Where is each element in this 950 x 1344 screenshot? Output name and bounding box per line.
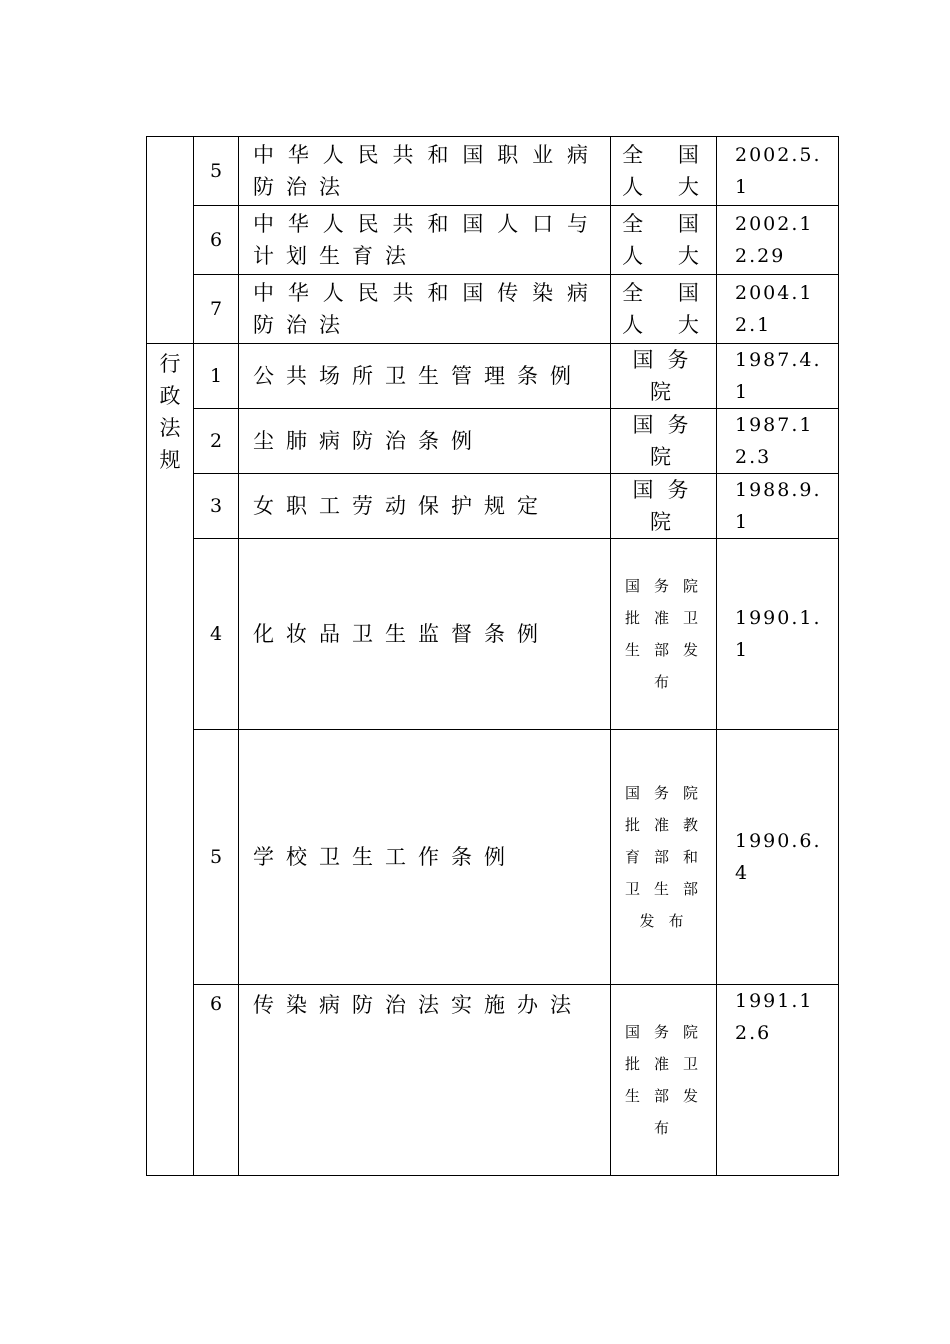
- effective-date: 1987.12.3: [717, 409, 839, 474]
- issuing-body: 全 国 人 大: [611, 206, 717, 275]
- regulation-name: 传染病防治法实施办法: [239, 985, 611, 1176]
- effective-date: 1990.6.4: [717, 730, 839, 985]
- row-number: 7: [194, 275, 239, 344]
- table-row: [147, 275, 839, 344]
- effective-date: 2002.12.29: [717, 206, 839, 275]
- issuing-body: 国务院批准卫生部发布: [611, 539, 717, 730]
- row-number: 6: [194, 206, 239, 275]
- laws-table: [146, 136, 839, 1176]
- table-row: [147, 730, 839, 985]
- regulation-name: 尘肺病防治条例: [239, 409, 611, 474]
- issuing-body: 国务院: [611, 474, 717, 539]
- category-cell-continued: [147, 137, 194, 344]
- table-row: [147, 206, 839, 275]
- issuing-body: 国务院批准教育部和卫生部发布: [611, 730, 717, 985]
- law-name: 中华人民共和国职业病防治法: [239, 137, 611, 206]
- row-number: 5: [194, 137, 239, 206]
- issuing-body: 国务院: [611, 344, 717, 409]
- law-name: 中华人民共和国人口与计划生育法: [239, 206, 611, 275]
- effective-date: 2002.5.1: [717, 137, 839, 206]
- row-number: 4: [194, 539, 239, 730]
- row-number: 6: [194, 985, 239, 1176]
- category-cell: [147, 344, 194, 1176]
- regulation-name: 化妆品卫生监督条例: [239, 539, 611, 730]
- regulation-name: 学校卫生工作条例: [239, 730, 611, 985]
- regulation-name: 女职工劳动保护规定: [239, 474, 611, 539]
- table-row: [147, 137, 839, 206]
- table-row: [147, 539, 839, 730]
- effective-date: 2004.12.1: [717, 275, 839, 344]
- issuing-body: 国务院批准卫生部发布: [611, 985, 717, 1176]
- regulation-name: 公共场所卫生管理条例: [239, 344, 611, 409]
- row-number: 2: [194, 409, 239, 474]
- law-name: 中华人民共和国传染病防治法: [239, 275, 611, 344]
- effective-date: 1990.1.1: [717, 539, 839, 730]
- row-number: 5: [194, 730, 239, 985]
- table-row: [147, 474, 839, 539]
- issuing-body: 国务院: [611, 409, 717, 474]
- effective-date: 1987.4.1: [717, 344, 839, 409]
- effective-date: 1988.9.1: [717, 474, 839, 539]
- table-row: [147, 409, 839, 474]
- row-number: 3: [194, 474, 239, 539]
- row-number: 1: [194, 344, 239, 409]
- effective-date: 1991.12.6: [717, 985, 839, 1176]
- table-row: [147, 344, 839, 409]
- category-label: 行政法规: [159, 352, 181, 472]
- table-row: [147, 985, 839, 1176]
- issuing-body: 全 国 人 大: [611, 137, 717, 206]
- issuing-body: 全 国 人 大: [611, 275, 717, 344]
